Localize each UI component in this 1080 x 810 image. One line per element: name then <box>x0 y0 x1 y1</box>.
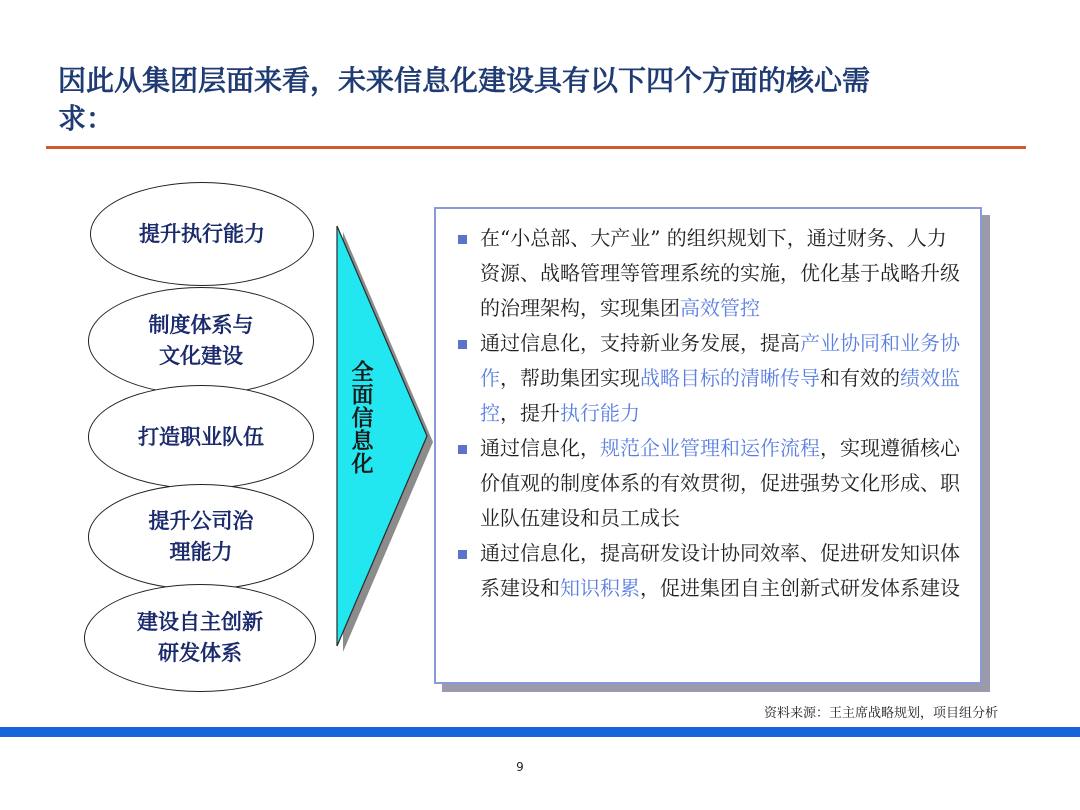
bullet-square-icon <box>458 340 467 349</box>
ellipse-4 <box>88 484 314 590</box>
page-number: 9 <box>516 760 524 774</box>
ellipse-3 <box>88 385 314 489</box>
bullet-square-icon <box>458 550 467 559</box>
highlight-text: 知识积累 <box>560 576 640 600</box>
bullet-text: ，实现遵循核心价值观的制度体系的有效贯彻，促进强势文化形成、职业队伍建设和员工成长 <box>480 436 960 530</box>
bullet-text: ，帮助集团实现 <box>500 366 640 390</box>
ellipse-1-label: 提升执行能力 <box>139 221 265 246</box>
ellipse-1 <box>90 182 314 286</box>
highlight-text: 战略目标的清晰传导 <box>640 366 820 390</box>
bullet-text: 和有效的 <box>820 366 900 390</box>
footer-bar <box>0 727 1080 737</box>
slide-title: 因此从集团层面来看，未来信息化建设具有以下四个方面的核心需求： <box>58 64 871 135</box>
highlight-text: 产业协同和业务协作 <box>480 331 960 390</box>
ellipse-2-label: 制度体系与 文化建设 <box>148 313 254 368</box>
highlight-text: 绩效监控 <box>480 366 960 425</box>
bullet-item <box>456 536 966 606</box>
arrow-label: 全面信息化 <box>348 360 373 475</box>
bullet-text: ，促进集团自主创新式研发体系建设 <box>640 576 960 600</box>
ellipse-3-label: 打造职业队伍 <box>138 424 264 449</box>
bullet-text: 通过信息化，支持新业务发展，提高 <box>480 331 800 355</box>
highlight-text: 规范企业管理和运作流程 <box>600 436 820 460</box>
ellipse-4-label: 提升公司治 理能力 <box>148 509 254 564</box>
bullet-item <box>456 326 966 431</box>
bullet-text: ，提升 <box>500 401 560 425</box>
bullet-text: 在“小总部、大产业” 的组织规划下，通过财务、人力资源、战略管理等管理系统的实施，优化基于战略升级的治理架构，实现集团 <box>480 226 960 320</box>
bullet-item <box>456 221 966 326</box>
title-divider <box>46 146 1026 149</box>
requirements-box <box>434 207 982 684</box>
highlight-text: 执行能力 <box>560 401 640 425</box>
ellipse-5-label: 建设自主创新 研发体系 <box>137 610 263 665</box>
bullet-list <box>456 221 966 606</box>
ellipse-2 <box>88 287 314 395</box>
bullet-text: 通过信息化， <box>480 436 600 460</box>
bullet-text: 通过信息化，提高研发设计协同效率、促进研发知识体系建设和 <box>480 541 960 600</box>
ellipse-5 <box>84 584 316 692</box>
highlight-text: 高效管控 <box>680 296 760 320</box>
bullet-item <box>456 431 966 536</box>
source-note: 资料来源：王主席战略规划，项目组分析 <box>763 706 998 721</box>
bullet-square-icon <box>458 445 467 454</box>
bullet-square-icon <box>458 235 467 244</box>
